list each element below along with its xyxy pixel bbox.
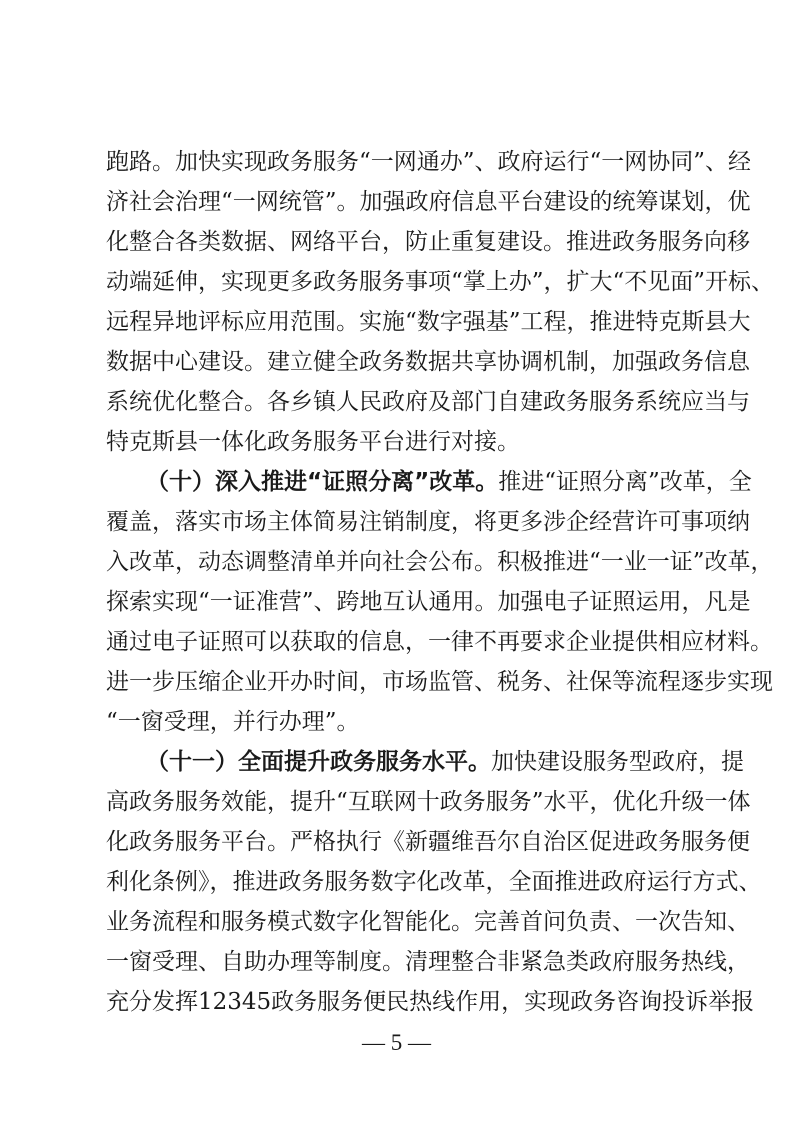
section-10-heading: （十）深入推进“证照分离”改革。: [146, 469, 499, 495]
paragraph-line: 动端延伸，实现更多政务服务事项“掌上办”，扩大“不见面”开标、: [106, 269, 775, 295]
paragraph-line: 利化条例》，推进政务服务数字化改革，全面推进政府运行方式、: [106, 869, 762, 895]
paragraph-line: 特克斯县一体化政务服务平台进行对接。: [106, 429, 520, 455]
paragraph-line: 远程异地评标应用范围。实施“数字强基”工程，推进特克斯县大: [106, 309, 751, 335]
paragraph-line: 探索实现“一证准营”、跨地互认通用。加强电子证照运用，凡是: [106, 589, 751, 615]
paragraph-line: 进一步压缩企业开办时间，市场监管、税务、社保等流程逐步实现: [106, 669, 773, 695]
paragraph-line: 化政务服务平台。严格执行《新疆维吾尔自治区促进政务服务便: [106, 829, 750, 855]
paragraph-line: 高政务服务效能，提升“互联网十政务服务”水平，优化升级一体: [106, 789, 751, 815]
paragraph-line: 数据中心建设。建立健全政务数据共享协调机制，加强政务信息: [106, 349, 750, 375]
paragraph-line: 入改革，动态调整清单并向社会公布。积极推进“一业一证”改革，: [106, 549, 774, 575]
paragraph-line: 跑路。加快实现政务服务“一网通办”、政府运行“一网协同”、经: [106, 149, 752, 175]
paragraph-line: 化整合各类数据、网络平台，防止重复建设。推进政务服务向移: [106, 229, 750, 255]
paragraph-line: 一窗受理、自助办理等制度。清理整合非紧急类政府服务热线，: [106, 949, 750, 975]
paragraph-line: 系统优化整合。各乡镇人民政府及部门自建政务服务系统应当与: [106, 389, 750, 415]
page-number: — 5 —: [362, 1030, 431, 1055]
paragraph-line: 业务流程和服务模式数字化智能化。完善首问负责、一次告知、: [106, 909, 750, 935]
section-11-heading: （十一）全面提升政务服务水平。: [146, 749, 491, 775]
paragraph-line: 济社会治理“一网统管”。加强政府信息平台建设的统筹谋划，优: [106, 189, 751, 215]
section-10-first-line-text: 推进“证照分离”改革，全: [498, 469, 752, 495]
paragraph-line: “一窗受理，并行办理”。: [106, 709, 360, 735]
paragraph-line: 通过电子证照可以获取的信息，一律不再要求企业提供相应材料。: [106, 629, 773, 655]
section-10-first-line: [146, 467, 752, 497]
section-11-first-line: [146, 747, 744, 777]
paragraph-line: 覆盖，落实市场主体简易注销制度，将更多涉企经营许可事项纳: [106, 509, 750, 535]
paragraph-line: 充分发挥12345政务服务便民热线作用，实现政务咨询投诉举报: [106, 989, 755, 1015]
section-11-first-line-text: 加快建设服务型政府，提: [491, 749, 744, 775]
